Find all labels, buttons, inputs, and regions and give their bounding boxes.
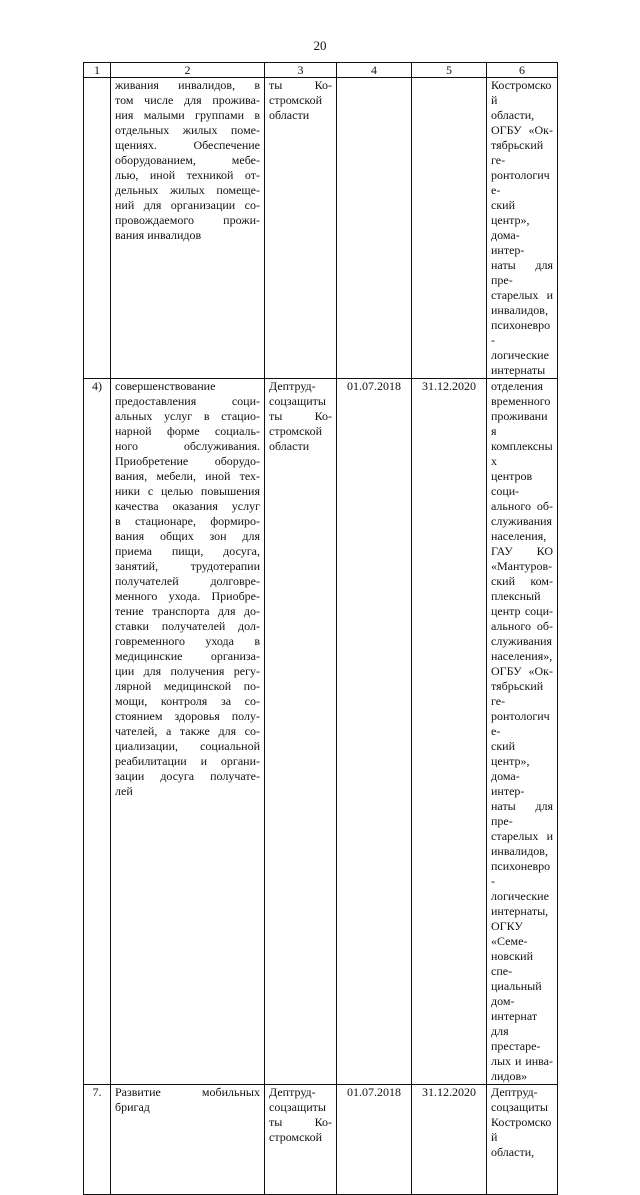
executor-cell-line: Дептруд- (269, 1085, 316, 1099)
organization-cell-line: лидов» (491, 1069, 528, 1083)
organization-cell-line: «Мантуров- (491, 559, 553, 573)
description-cell-line: реабилитации и органи- (115, 754, 260, 768)
organization-cell-line: наты для пре- (491, 799, 553, 828)
organization-cell-line: ронтологиче- (491, 709, 550, 738)
organization-cell-line: населения, (491, 529, 547, 543)
organization-cell-line: инвалидов, (491, 844, 548, 858)
executor-cell (265, 1085, 337, 1195)
organization-cell-line: ронтологиче- (491, 168, 550, 197)
organization-cell-line: ОГКУ «Семе- (491, 919, 528, 948)
organization-cell-line: ский центр», (491, 198, 530, 227)
table-row (84, 78, 558, 379)
description-cell (111, 379, 265, 1085)
organization-cell-line: Костромской (491, 1115, 552, 1144)
executor-cell-line: области (269, 108, 310, 122)
end-date (412, 78, 487, 379)
description-cell-line: вания общих зон для (115, 529, 260, 543)
executor-cell (265, 78, 337, 379)
program-table (83, 62, 558, 1195)
organization-cell (487, 78, 558, 379)
description-cell-line: альных услуг в стацио- (115, 409, 260, 423)
organization-cell-line: интернаты, (491, 904, 549, 918)
header-cell: 2 (111, 63, 265, 78)
executor-cell-line: ты Ко- (269, 78, 332, 92)
description-cell-line: оборудованием, мебе- (115, 153, 260, 167)
organization-cell-line: плексный (491, 589, 541, 603)
description-cell-line: совершенствование (115, 379, 216, 393)
organization-cell-line: ГАУ КО (491, 544, 553, 558)
organization-cell-line: ский центр», (491, 739, 530, 768)
description-cell-line: чателей, а также для со- (115, 724, 260, 738)
description-cell-line: ставки получателей дол- (115, 619, 260, 633)
description-cell-line: мощи, контроля за со- (115, 694, 260, 708)
header-row (84, 63, 558, 78)
description-cell-line: занятий, трудотерапии (115, 559, 260, 573)
header-cell: 3 (265, 63, 337, 78)
organization-cell-line: старелых и (491, 288, 553, 302)
description-cell-line: ного обслуживания. (115, 439, 260, 453)
organization-cell-line: центров соци- (491, 469, 533, 498)
description-cell-line: щениях. Обеспечение (115, 138, 260, 152)
description-cell-line: качества оказания услуг (115, 499, 260, 513)
description-cell-line: провождаемого прожи- (115, 213, 260, 227)
organization-cell-line: дома-интер- (491, 769, 525, 798)
description-cell-line: приема пищи, досуга, (115, 544, 260, 558)
table-row (84, 1085, 558, 1195)
organization-cell-line: для престаре- (491, 1024, 541, 1053)
description-cell-line: зации досуга получате- (115, 769, 260, 783)
description-cell-line: циализации, социальной (115, 739, 260, 753)
organization-cell-line: психоневро- (491, 318, 551, 347)
description-cell-line: в стационаре, формиро- (115, 514, 260, 528)
organization-cell-line: старелых и (491, 829, 553, 843)
description-cell-line: вания инвалидов (115, 228, 202, 242)
header-cell: 5 (412, 63, 487, 78)
executor-cell-line: соцзащиты (269, 1100, 326, 1114)
start-date (337, 78, 412, 379)
row-number: 4) (84, 379, 111, 1085)
description-cell-line: том числе для прожива- (115, 93, 260, 107)
organization-cell-line: проживания (491, 409, 548, 438)
organization-cell-line: логические (491, 348, 549, 362)
organization-cell-line: дома-интер- (491, 228, 525, 257)
description-cell-line: получателей долговре- (115, 574, 260, 588)
organization-cell-line: интернаты (491, 363, 546, 377)
executor-cell-line: стромской (269, 93, 323, 107)
table-row (84, 379, 558, 1085)
organization-cell (487, 379, 558, 1085)
organization-cell-line: ального об- (491, 499, 553, 513)
description-cell-line: живания инвалидов, в (115, 78, 260, 92)
description-cell-line: нарной форме социаль- (115, 424, 260, 438)
start-date: 01.07.2018 (337, 379, 412, 1085)
header-cell: 4 (337, 63, 412, 78)
description-cell (111, 78, 265, 379)
executor-cell-line: области (269, 439, 310, 453)
description-cell-line: Приобретение оборудо- (115, 454, 260, 468)
organization-cell-line: служивания (491, 634, 553, 648)
description-cell (111, 1085, 265, 1195)
organization-cell-line: инвалидов, (491, 303, 548, 317)
description-cell-line: ции для получения регу- (115, 664, 260, 678)
executor-cell (265, 379, 337, 1085)
description-cell-line: отдельных жилых поме- (115, 123, 260, 137)
description-cell-line: ний для организации со- (115, 198, 260, 212)
organization-cell-line: ОГБУ «Ок- (491, 123, 553, 137)
organization-cell-line: ОГБУ «Ок- (491, 664, 553, 678)
organization-cell-line: циальный (491, 979, 542, 993)
organization-cell-line: служивания (491, 514, 553, 528)
organization-cell-line: Костромской (491, 78, 552, 107)
organization-cell-line: дом-интернат (491, 994, 538, 1023)
description-cell-line: ния малыми группами в (115, 108, 260, 122)
description-cell-line: стоянием здоровья полу- (115, 709, 260, 723)
description-cell-line: тение транспорта для до- (115, 604, 260, 618)
organization-cell-line: области, (491, 1145, 535, 1159)
description-cell-line: предоставления соци- (115, 394, 260, 408)
description-cell-line: лей (115, 784, 133, 798)
organization-cell-line: тябрьский ге- (491, 138, 544, 167)
end-date: 31.12.2020 (412, 1085, 487, 1195)
page-number: 20 (313, 38, 327, 53)
description-cell-line: вания, мебели, иной тех- (115, 469, 260, 483)
organization-cell-line: тябрьский ге- (491, 679, 544, 708)
executor-cell-line: стромской (269, 1130, 323, 1144)
description-cell-line: лярной медицинской по- (115, 679, 260, 693)
organization-cell-line: наты для пре- (491, 258, 553, 287)
organization-cell-line: соцзащиты (491, 1100, 548, 1114)
executor-cell-line: стромской (269, 424, 323, 438)
organization-cell-line: ального об- (491, 619, 553, 633)
organization-cell-line: отделения (491, 379, 544, 393)
organization-cell-line: лых и инва- (491, 1054, 553, 1068)
description-cell-line: менного ухода. Приобре- (115, 589, 260, 603)
organization-cell-line: населения», (491, 649, 553, 663)
organization-cell-line: психоневро- (491, 859, 551, 888)
end-date: 31.12.2020 (412, 379, 487, 1085)
description-cell-line: дельных жилых помеще- (115, 183, 260, 197)
organization-cell-line: временного (491, 394, 551, 408)
organization-cell (487, 1085, 558, 1195)
start-date: 01.07.2018 (337, 1085, 412, 1195)
organization-cell-line: комплексных (491, 439, 553, 468)
description-cell-line: говременного ухода в (115, 634, 260, 648)
executor-cell-line: ты Ко- (269, 409, 332, 423)
description-cell-line: Развитие мобильных (115, 1085, 260, 1099)
organization-cell-line: центр соци- (491, 604, 553, 618)
description-cell-line: бригад (115, 1100, 150, 1114)
description-cell-line: медицинские организа- (115, 649, 260, 663)
description-cell-line: лью, иной техникой от- (115, 168, 260, 182)
organization-cell-line: новский спе- (491, 949, 534, 978)
row-number (84, 78, 111, 379)
organization-cell-line: области, (491, 108, 535, 122)
executor-cell-line: соцзащиты (269, 394, 326, 408)
header-cell: 1 (84, 63, 111, 78)
description-cell-line: ники с целью повышения (115, 484, 260, 498)
organization-cell-line: логические (491, 889, 549, 903)
row-number: 7. (84, 1085, 111, 1195)
executor-cell-line: ты Ко- (269, 1115, 332, 1129)
organization-cell-line: ский ком- (491, 574, 553, 588)
header-cell: 6 (487, 63, 558, 78)
organization-cell-line: Дептруд- (491, 1085, 538, 1099)
executor-cell-line: Дептруд- (269, 379, 316, 393)
